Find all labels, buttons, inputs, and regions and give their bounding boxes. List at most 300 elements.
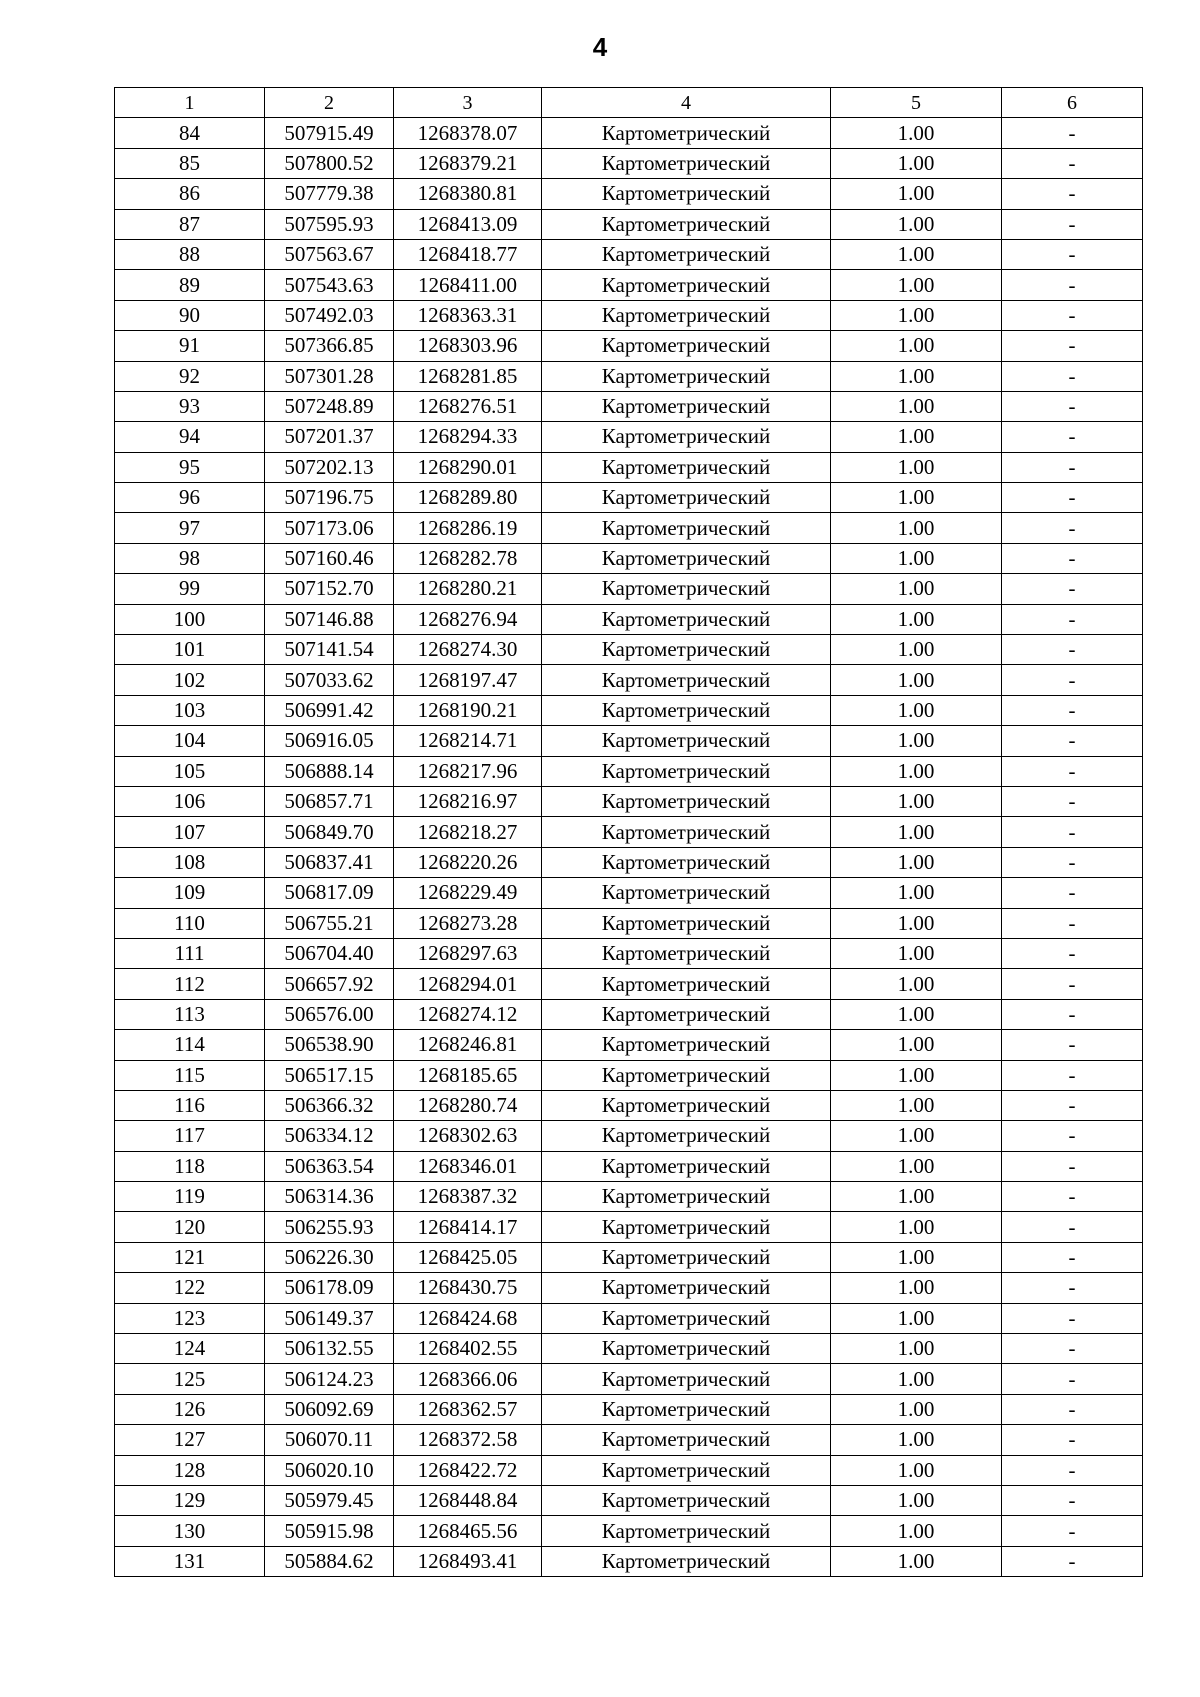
point-number-cell: 92 — [115, 361, 265, 391]
description-cell: - — [1002, 179, 1143, 209]
method-cell: Картометрический — [542, 1121, 831, 1151]
table-row — [115, 1485, 1143, 1515]
coordinate-y-cell: 1268302.63 — [394, 1121, 542, 1151]
coordinate-y-cell: 1268378.07 — [394, 118, 542, 148]
point-number-cell: 124 — [115, 1334, 265, 1364]
table-row — [115, 1516, 1143, 1546]
accuracy-cell: 1.00 — [831, 908, 1002, 938]
accuracy-cell: 1.00 — [831, 1242, 1002, 1272]
coordinate-y-cell: 1268274.30 — [394, 635, 542, 665]
point-number-cell: 97 — [115, 513, 265, 543]
description-cell: - — [1002, 665, 1143, 695]
coordinate-x-cell: 506092.69 — [265, 1394, 394, 1424]
coordinate-y-cell: 1268297.63 — [394, 938, 542, 968]
coordinate-x-cell: 507033.62 — [265, 665, 394, 695]
accuracy-cell: 1.00 — [831, 847, 1002, 877]
method-cell: Картометрический — [542, 635, 831, 665]
point-number-cell: 95 — [115, 452, 265, 482]
accuracy-cell: 1.00 — [831, 513, 1002, 543]
method-cell: Картометрический — [542, 331, 831, 361]
description-cell: - — [1002, 726, 1143, 756]
table-row — [115, 1060, 1143, 1090]
accuracy-cell: 1.00 — [831, 1394, 1002, 1424]
coordinate-x-cell: 506755.21 — [265, 908, 394, 938]
table-row — [115, 726, 1143, 756]
coordinate-y-cell: 1268276.51 — [394, 391, 542, 421]
description-cell: - — [1002, 1242, 1143, 1272]
column-header: 4 — [542, 88, 831, 118]
column-header: 1 — [115, 88, 265, 118]
description-cell: - — [1002, 1060, 1143, 1090]
description-cell: - — [1002, 543, 1143, 573]
table-row — [115, 695, 1143, 725]
point-number-cell: 127 — [115, 1425, 265, 1455]
table-row — [115, 1394, 1143, 1424]
accuracy-cell: 1.00 — [831, 1334, 1002, 1364]
description-cell: - — [1002, 483, 1143, 513]
coordinate-y-cell: 1268218.27 — [394, 817, 542, 847]
column-header: 5 — [831, 88, 1002, 118]
point-number-cell: 107 — [115, 817, 265, 847]
method-cell: Картометрический — [542, 543, 831, 573]
table-row — [115, 665, 1143, 695]
accuracy-cell: 1.00 — [831, 422, 1002, 452]
method-cell: Картометрический — [542, 270, 831, 300]
coordinate-x-cell: 506124.23 — [265, 1364, 394, 1394]
accuracy-cell: 1.00 — [831, 1364, 1002, 1394]
table-row — [115, 300, 1143, 330]
table-row — [115, 1364, 1143, 1394]
table-row — [115, 817, 1143, 847]
table-row — [115, 1455, 1143, 1485]
point-number-cell: 109 — [115, 878, 265, 908]
accuracy-cell: 1.00 — [831, 179, 1002, 209]
table-row — [115, 938, 1143, 968]
method-cell: Картометрический — [542, 726, 831, 756]
table-row — [115, 908, 1143, 938]
point-number-cell: 116 — [115, 1090, 265, 1120]
header-row — [115, 88, 1143, 118]
point-number-cell: 99 — [115, 574, 265, 604]
table-row — [115, 270, 1143, 300]
coordinate-x-cell: 507248.89 — [265, 391, 394, 421]
coordinate-y-cell: 1268411.00 — [394, 270, 542, 300]
description-cell: - — [1002, 1121, 1143, 1151]
method-cell: Картометрический — [542, 1425, 831, 1455]
coordinate-x-cell: 506857.71 — [265, 786, 394, 816]
table-row — [115, 1303, 1143, 1333]
description-cell: - — [1002, 574, 1143, 604]
table-row — [115, 422, 1143, 452]
table-row — [115, 452, 1143, 482]
table-row — [115, 756, 1143, 786]
method-cell: Картометрический — [542, 665, 831, 695]
coordinate-y-cell: 1268418.77 — [394, 239, 542, 269]
point-number-cell: 128 — [115, 1455, 265, 1485]
table-row — [115, 1546, 1143, 1576]
coordinate-x-cell: 506132.55 — [265, 1334, 394, 1364]
description-cell: - — [1002, 908, 1143, 938]
table-row — [115, 878, 1143, 908]
method-cell: Картометрический — [542, 847, 831, 877]
coordinate-x-cell: 507563.67 — [265, 239, 394, 269]
accuracy-cell: 1.00 — [831, 756, 1002, 786]
description-cell: - — [1002, 1394, 1143, 1424]
coordinate-x-cell: 506849.70 — [265, 817, 394, 847]
method-cell: Картометрический — [542, 1060, 831, 1090]
coordinate-x-cell: 506178.09 — [265, 1273, 394, 1303]
point-number-cell: 130 — [115, 1516, 265, 1546]
description-cell: - — [1002, 270, 1143, 300]
accuracy-cell: 1.00 — [831, 1516, 1002, 1546]
coordinate-x-cell: 506538.90 — [265, 1030, 394, 1060]
table-row — [115, 513, 1143, 543]
coordinate-x-cell: 506704.40 — [265, 938, 394, 968]
coordinate-y-cell: 1268448.84 — [394, 1485, 542, 1515]
accuracy-cell: 1.00 — [831, 726, 1002, 756]
point-number-cell: 85 — [115, 148, 265, 178]
method-cell: Картометрический — [542, 118, 831, 148]
method-cell: Картометрический — [542, 1546, 831, 1576]
accuracy-cell: 1.00 — [831, 148, 1002, 178]
description-cell: - — [1002, 1090, 1143, 1120]
point-number-cell: 101 — [115, 635, 265, 665]
coordinate-y-cell: 1268387.32 — [394, 1182, 542, 1212]
description-cell: - — [1002, 148, 1143, 178]
description-cell: - — [1002, 1334, 1143, 1364]
coordinate-x-cell: 507152.70 — [265, 574, 394, 604]
table-row — [115, 1212, 1143, 1242]
accuracy-cell: 1.00 — [831, 452, 1002, 482]
coordinate-x-cell: 506837.41 — [265, 847, 394, 877]
point-number-cell: 87 — [115, 209, 265, 239]
point-number-cell: 108 — [115, 847, 265, 877]
coordinate-y-cell: 1268430.75 — [394, 1273, 542, 1303]
coordinate-y-cell: 1268402.55 — [394, 1334, 542, 1364]
point-number-cell: 120 — [115, 1212, 265, 1242]
coordinate-x-cell: 506020.10 — [265, 1455, 394, 1485]
point-number-cell: 112 — [115, 969, 265, 999]
coordinate-y-cell: 1268294.01 — [394, 969, 542, 999]
description-cell: - — [1002, 817, 1143, 847]
point-number-cell: 126 — [115, 1394, 265, 1424]
description-cell: - — [1002, 391, 1143, 421]
accuracy-cell: 1.00 — [831, 878, 1002, 908]
coordinate-x-cell: 505915.98 — [265, 1516, 394, 1546]
method-cell: Картометрический — [542, 938, 831, 968]
point-number-cell: 113 — [115, 999, 265, 1029]
point-number-cell: 91 — [115, 331, 265, 361]
coordinate-x-cell: 507915.49 — [265, 118, 394, 148]
point-number-cell: 106 — [115, 786, 265, 816]
method-cell: Картометрический — [542, 756, 831, 786]
accuracy-cell: 1.00 — [831, 938, 1002, 968]
coordinate-x-cell: 507543.63 — [265, 270, 394, 300]
table-row — [115, 969, 1143, 999]
point-number-cell: 86 — [115, 179, 265, 209]
coordinate-y-cell: 1268346.01 — [394, 1151, 542, 1181]
description-cell: - — [1002, 1212, 1143, 1242]
accuracy-cell: 1.00 — [831, 270, 1002, 300]
table-row — [115, 786, 1143, 816]
method-cell: Картометрический — [542, 908, 831, 938]
description-cell: - — [1002, 1364, 1143, 1394]
method-cell: Картометрический — [542, 361, 831, 391]
coordinate-y-cell: 1268190.21 — [394, 695, 542, 725]
accuracy-cell: 1.00 — [831, 1212, 1002, 1242]
table-row — [115, 604, 1143, 634]
point-number-cell: 96 — [115, 483, 265, 513]
coordinate-x-cell: 507201.37 — [265, 422, 394, 452]
table-row — [115, 1425, 1143, 1455]
accuracy-cell: 1.00 — [831, 1060, 1002, 1090]
description-cell: - — [1002, 999, 1143, 1029]
description-cell: - — [1002, 1030, 1143, 1060]
point-number-cell: 125 — [115, 1364, 265, 1394]
coordinate-x-cell: 506226.30 — [265, 1242, 394, 1272]
description-cell: - — [1002, 513, 1143, 543]
description-cell: - — [1002, 1485, 1143, 1515]
description-cell: - — [1002, 209, 1143, 239]
coordinate-y-cell: 1268362.57 — [394, 1394, 542, 1424]
description-cell: - — [1002, 331, 1143, 361]
table-row — [115, 1121, 1143, 1151]
accuracy-cell: 1.00 — [831, 118, 1002, 148]
description-cell: - — [1002, 604, 1143, 634]
point-number-cell: 104 — [115, 726, 265, 756]
method-cell: Картометрический — [542, 1516, 831, 1546]
coordinate-y-cell: 1268380.81 — [394, 179, 542, 209]
table-row — [115, 1151, 1143, 1181]
accuracy-cell: 1.00 — [831, 331, 1002, 361]
coordinate-x-cell: 506517.15 — [265, 1060, 394, 1090]
table-row — [115, 847, 1143, 877]
point-number-cell: 129 — [115, 1485, 265, 1515]
coordinate-x-cell: 507595.93 — [265, 209, 394, 239]
coordinate-x-cell: 506817.09 — [265, 878, 394, 908]
method-cell: Картометрический — [542, 1334, 831, 1364]
table-row — [115, 118, 1143, 148]
coordinate-y-cell: 1268290.01 — [394, 452, 542, 482]
description-cell: - — [1002, 1273, 1143, 1303]
table-row — [115, 1030, 1143, 1060]
accuracy-cell: 1.00 — [831, 999, 1002, 1029]
coordinate-x-cell: 506916.05 — [265, 726, 394, 756]
coordinate-x-cell: 507492.03 — [265, 300, 394, 330]
point-number-cell: 102 — [115, 665, 265, 695]
description-cell: - — [1002, 878, 1143, 908]
column-header: 2 — [265, 88, 394, 118]
accuracy-cell: 1.00 — [831, 1151, 1002, 1181]
point-number-cell: 114 — [115, 1030, 265, 1060]
table-row — [115, 361, 1143, 391]
column-header: 6 — [1002, 88, 1143, 118]
coordinate-y-cell: 1268281.85 — [394, 361, 542, 391]
method-cell: Картометрический — [542, 391, 831, 421]
point-number-cell: 88 — [115, 239, 265, 269]
coordinate-y-cell: 1268276.94 — [394, 604, 542, 634]
description-cell: - — [1002, 969, 1143, 999]
coordinate-x-cell: 506366.32 — [265, 1090, 394, 1120]
method-cell: Картометрический — [542, 574, 831, 604]
table-row — [115, 1242, 1143, 1272]
coordinate-y-cell: 1268363.31 — [394, 300, 542, 330]
coordinate-x-cell: 506334.12 — [265, 1121, 394, 1151]
accuracy-cell: 1.00 — [831, 817, 1002, 847]
method-cell: Картометрический — [542, 969, 831, 999]
coordinate-x-cell: 507141.54 — [265, 635, 394, 665]
table-row — [115, 543, 1143, 573]
table-row — [115, 391, 1143, 421]
description-cell: - — [1002, 786, 1143, 816]
coordinate-x-cell: 507800.52 — [265, 148, 394, 178]
coordinates-table — [114, 87, 1143, 1577]
method-cell: Картометрический — [542, 1273, 831, 1303]
point-number-cell: 111 — [115, 938, 265, 968]
accuracy-cell: 1.00 — [831, 1485, 1002, 1515]
table-row — [115, 1273, 1143, 1303]
coordinate-y-cell: 1268303.96 — [394, 331, 542, 361]
coordinate-y-cell: 1268465.56 — [394, 1516, 542, 1546]
point-number-cell: 110 — [115, 908, 265, 938]
accuracy-cell: 1.00 — [831, 1546, 1002, 1576]
coordinate-y-cell: 1268379.21 — [394, 148, 542, 178]
accuracy-cell: 1.00 — [831, 1121, 1002, 1151]
description-cell: - — [1002, 847, 1143, 877]
coordinate-x-cell: 506149.37 — [265, 1303, 394, 1333]
description-cell: - — [1002, 1303, 1143, 1333]
method-cell: Картометрический — [542, 209, 831, 239]
table-row — [115, 635, 1143, 665]
point-number-cell: 98 — [115, 543, 265, 573]
coordinate-x-cell: 506363.54 — [265, 1151, 394, 1181]
table-row — [115, 999, 1143, 1029]
description-cell: - — [1002, 452, 1143, 482]
accuracy-cell: 1.00 — [831, 1182, 1002, 1212]
point-number-cell: 90 — [115, 300, 265, 330]
coordinate-y-cell: 1268274.12 — [394, 999, 542, 1029]
method-cell: Картометрический — [542, 786, 831, 816]
method-cell: Картометрический — [542, 1303, 831, 1333]
coordinate-y-cell: 1268229.49 — [394, 878, 542, 908]
point-number-cell: 93 — [115, 391, 265, 421]
coordinate-x-cell: 506255.93 — [265, 1212, 394, 1242]
point-number-cell: 94 — [115, 422, 265, 452]
method-cell: Картометрический — [542, 1030, 831, 1060]
coordinate-y-cell: 1268280.74 — [394, 1090, 542, 1120]
point-number-cell: 123 — [115, 1303, 265, 1333]
coordinate-y-cell: 1268414.17 — [394, 1212, 542, 1242]
method-cell: Картометрический — [542, 695, 831, 725]
method-cell: Картометрический — [542, 422, 831, 452]
description-cell: - — [1002, 1546, 1143, 1576]
point-number-cell: 84 — [115, 118, 265, 148]
coordinate-x-cell: 507173.06 — [265, 513, 394, 543]
point-number-cell: 89 — [115, 270, 265, 300]
coordinate-y-cell: 1268366.06 — [394, 1364, 542, 1394]
point-number-cell: 118 — [115, 1151, 265, 1181]
coordinate-y-cell: 1268422.72 — [394, 1455, 542, 1485]
point-number-cell: 103 — [115, 695, 265, 725]
accuracy-cell: 1.00 — [831, 1273, 1002, 1303]
accuracy-cell: 1.00 — [831, 1455, 1002, 1485]
point-number-cell: 105 — [115, 756, 265, 786]
coordinate-y-cell: 1268217.96 — [394, 756, 542, 786]
accuracy-cell: 1.00 — [831, 1303, 1002, 1333]
coordinate-x-cell: 506070.11 — [265, 1425, 394, 1455]
coordinate-x-cell: 507366.85 — [265, 331, 394, 361]
coordinate-x-cell: 506576.00 — [265, 999, 394, 1029]
accuracy-cell: 1.00 — [831, 1090, 1002, 1120]
method-cell: Картометрический — [542, 1364, 831, 1394]
method-cell: Картометрический — [542, 817, 831, 847]
point-number-cell: 131 — [115, 1546, 265, 1576]
method-cell: Картометрический — [542, 1182, 831, 1212]
method-cell: Картометрический — [542, 148, 831, 178]
description-cell: - — [1002, 1455, 1143, 1485]
method-cell: Картометрический — [542, 1151, 831, 1181]
accuracy-cell: 1.00 — [831, 1030, 1002, 1060]
accuracy-cell: 1.00 — [831, 209, 1002, 239]
coordinate-y-cell: 1268289.80 — [394, 483, 542, 513]
coordinate-y-cell: 1268424.68 — [394, 1303, 542, 1333]
table-row — [115, 1182, 1143, 1212]
method-cell: Картометрический — [542, 999, 831, 1029]
coordinate-y-cell: 1268273.28 — [394, 908, 542, 938]
accuracy-cell: 1.00 — [831, 1425, 1002, 1455]
coordinate-y-cell: 1268413.09 — [394, 209, 542, 239]
description-cell: - — [1002, 938, 1143, 968]
description-cell: - — [1002, 239, 1143, 269]
table-row — [115, 1334, 1143, 1364]
table-body — [115, 118, 1143, 1577]
coordinate-y-cell: 1268493.41 — [394, 1546, 542, 1576]
point-number-cell: 122 — [115, 1273, 265, 1303]
coordinate-x-cell: 507160.46 — [265, 543, 394, 573]
coordinate-y-cell: 1268246.81 — [394, 1030, 542, 1060]
coordinate-y-cell: 1268216.97 — [394, 786, 542, 816]
method-cell: Картометрический — [542, 1212, 831, 1242]
description-cell: - — [1002, 1151, 1143, 1181]
column-header: 3 — [394, 88, 542, 118]
table-row — [115, 1090, 1143, 1120]
method-cell: Картометрический — [542, 513, 831, 543]
description-cell: - — [1002, 1425, 1143, 1455]
accuracy-cell: 1.00 — [831, 635, 1002, 665]
accuracy-cell: 1.00 — [831, 239, 1002, 269]
method-cell: Картометрический — [542, 179, 831, 209]
table-row — [115, 483, 1143, 513]
coordinate-y-cell: 1268282.78 — [394, 543, 542, 573]
point-number-cell: 100 — [115, 604, 265, 634]
coordinate-x-cell: 507779.38 — [265, 179, 394, 209]
description-cell: - — [1002, 300, 1143, 330]
table-row — [115, 179, 1143, 209]
method-cell: Картометрический — [542, 604, 831, 634]
description-cell: - — [1002, 635, 1143, 665]
table-header — [115, 88, 1143, 118]
method-cell: Картометрический — [542, 239, 831, 269]
method-cell: Картометрический — [542, 300, 831, 330]
description-cell: - — [1002, 1516, 1143, 1546]
accuracy-cell: 1.00 — [831, 300, 1002, 330]
method-cell: Картометрический — [542, 878, 831, 908]
coordinate-x-cell: 506657.92 — [265, 969, 394, 999]
page-number: 4 — [592, 32, 608, 62]
accuracy-cell: 1.00 — [831, 391, 1002, 421]
accuracy-cell: 1.00 — [831, 695, 1002, 725]
coordinate-x-cell: 507202.13 — [265, 452, 394, 482]
